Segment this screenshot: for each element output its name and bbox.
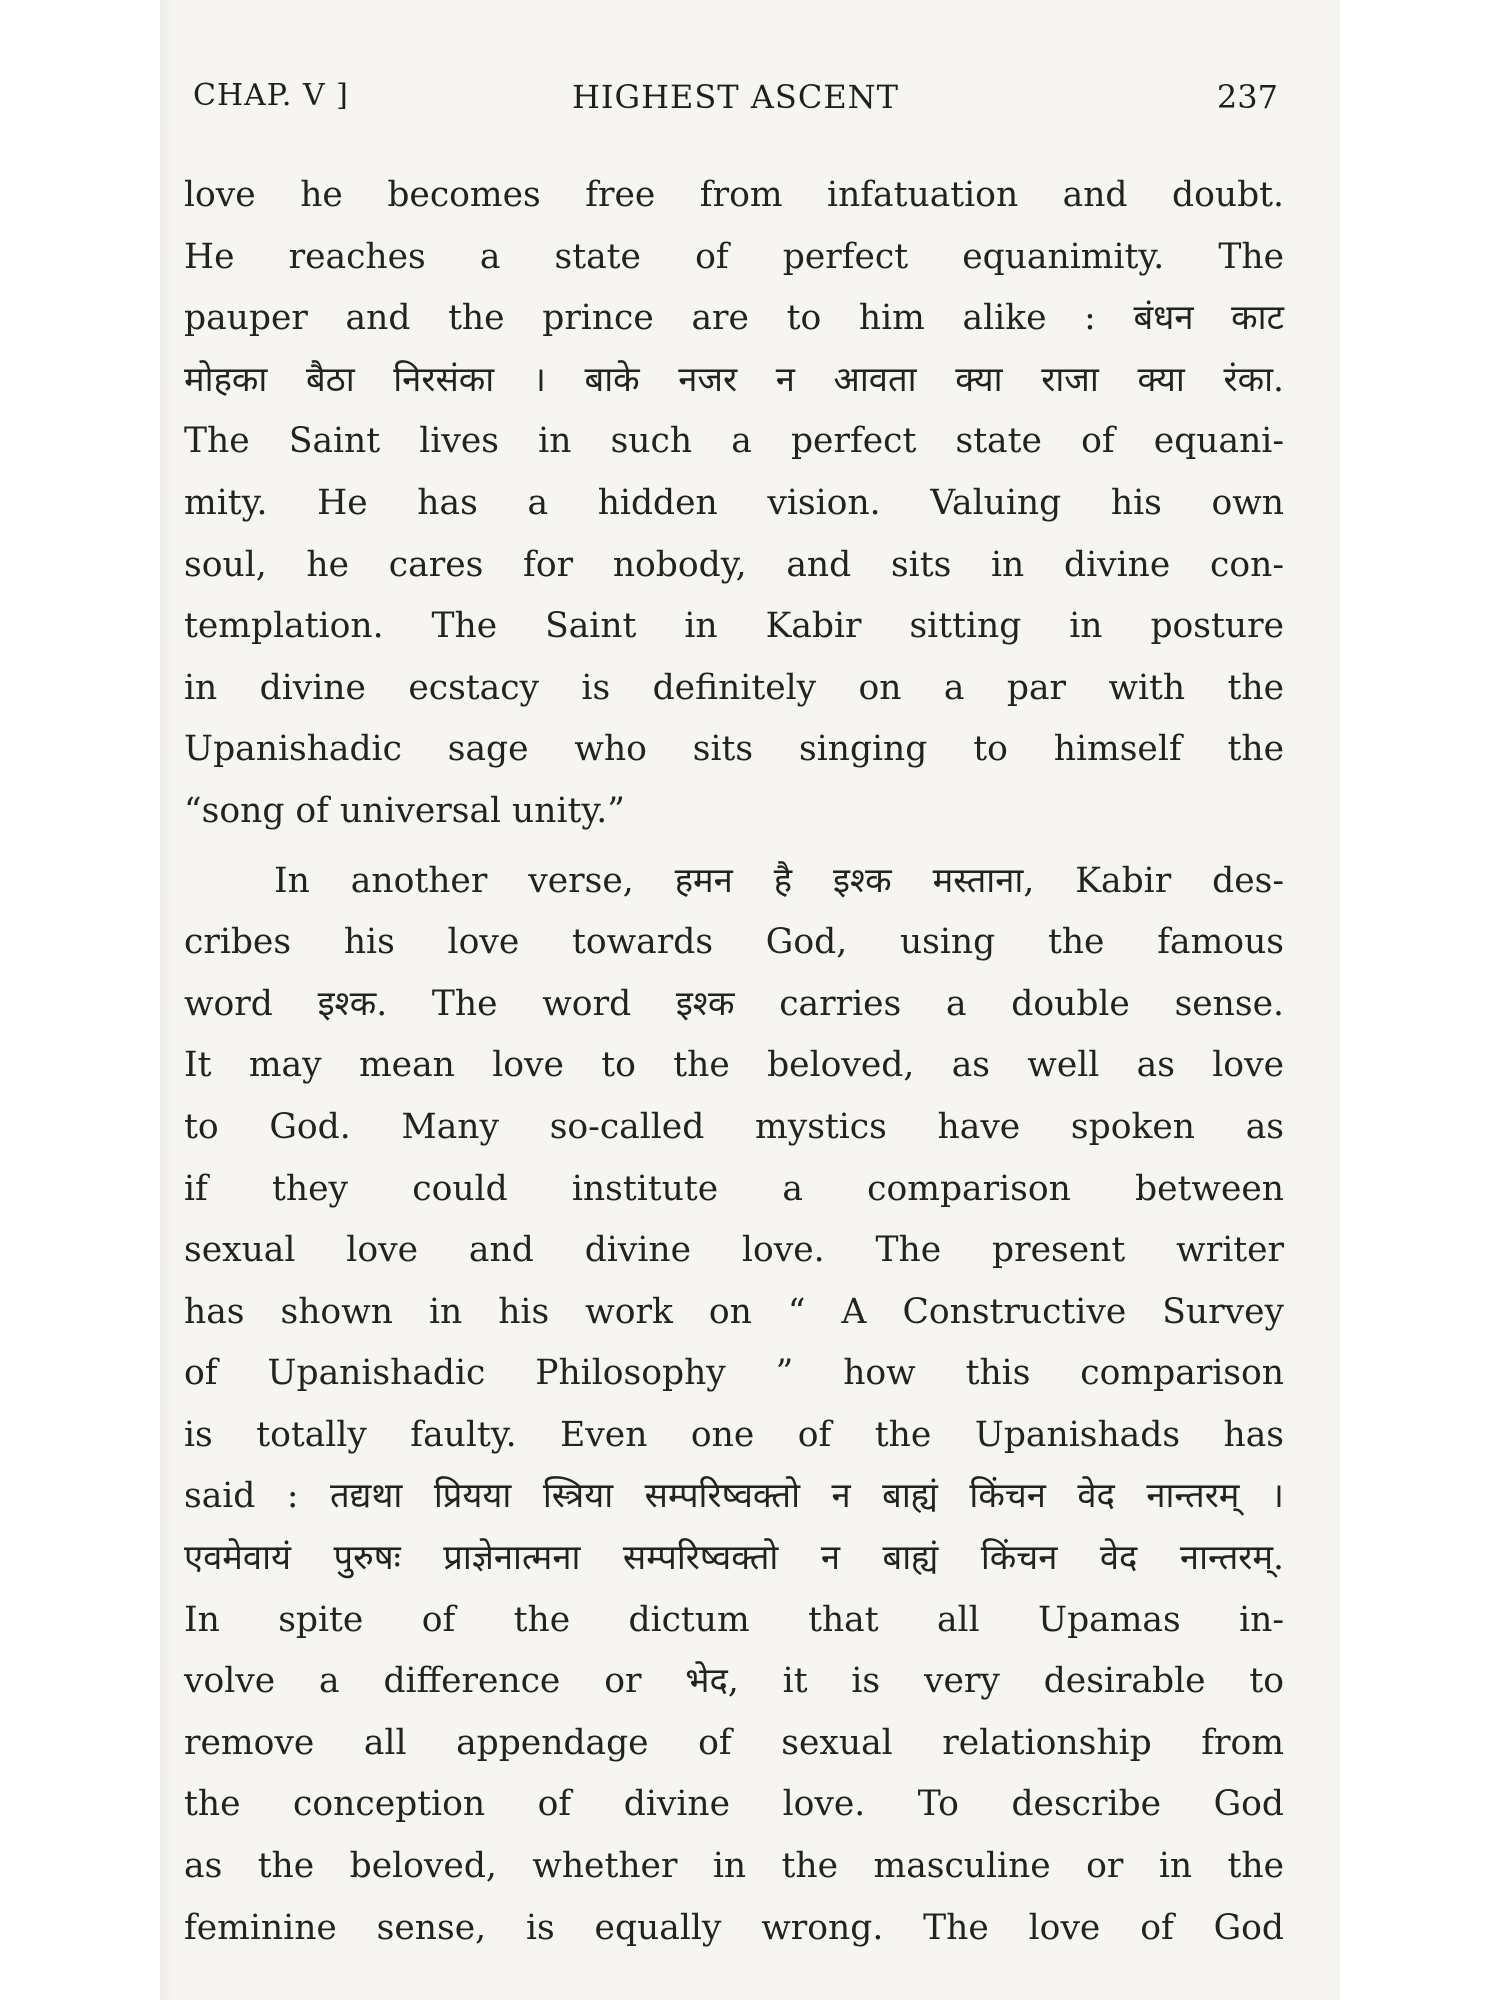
text-line: if they could institute a comparison between	[184, 1168, 1284, 1209]
text-line: the conception of divine love. To describe God	[184, 1784, 1284, 1825]
text-line: pauper and the prince are to him alike : बंधन काट	[184, 298, 1284, 339]
chapter-label: CHAP. V ]	[193, 78, 349, 113]
text-line: soul, he cares for nobody, and sits in divine con-	[184, 544, 1284, 585]
text-line: The Saint lives in such a perfect state of equani-	[184, 421, 1284, 462]
book-page	[160, 0, 1340, 2000]
paragraph-2	[184, 851, 1284, 1960]
text-line: is totally faulty. Even one of the Upanishads has	[184, 1414, 1284, 1455]
paragraph-1	[184, 165, 1284, 843]
running-head	[193, 78, 1278, 134]
text-line: “song of universal unity.”	[184, 790, 625, 831]
text-line: cribes his love towards God, using the famous	[184, 922, 1284, 963]
page-edge-shadow	[160, 0, 174, 2000]
text-line: of Upanishadic Philosophy ” how this comparison	[184, 1353, 1284, 1394]
text-line: love he becomes free from infatuation and doubt.	[184, 175, 1284, 215]
text-line: In spite of the dictum that all Upamas in-	[184, 1599, 1284, 1640]
text-line: to God. Many so-called mystics have spoken as	[184, 1106, 1284, 1147]
text-line: mity. He has a hidden vision. Valuing his own	[184, 482, 1284, 523]
text-line: in divine ecstacy is definitely on a par with the	[184, 667, 1284, 708]
paragraph-gap	[184, 843, 1284, 851]
text-line: Upanishadic sage who sits singing to himself the	[184, 729, 1284, 770]
running-title: HIGHEST ASCENT	[571, 78, 900, 116]
text-line: sexual love and divine love. The present writer	[184, 1230, 1284, 1271]
text-line: It may mean love to the beloved, as well as love	[184, 1045, 1284, 1086]
text-line: has shown in his work on “ A Constructive Survey	[184, 1291, 1284, 1332]
text-line: word इश्क. The word इश्क carries a double sense.	[184, 983, 1284, 1024]
page-number: 237	[1216, 78, 1278, 116]
text-line: as the beloved, whether in the masculine or in the	[184, 1846, 1284, 1887]
text-line: said : तद्यथा प्रियया स्त्रिया सम्परिष्वक्तो न बाह्यं किंचन वेद नान्तरम् ।	[184, 1476, 1284, 1517]
text-line: मोहका बैठा निरसंका । बाके नजर न आवता क्या राजा क्या रंका.	[184, 359, 1284, 400]
text-line: He reaches a state of perfect equanimity. The	[184, 236, 1284, 277]
text-line: एवमेवायं पुरुषः प्राज्ञेनात्मना सम्परिष्वक्तो न बाह्यं किंचन वेद नान्तरम्.	[184, 1538, 1284, 1579]
body-text	[184, 165, 1284, 1959]
text-line: feminine sense, is equally wrong. The love of God	[184, 1907, 1284, 1948]
text-line: templation. The Saint in Kabir sitting in posture	[184, 606, 1284, 647]
text-line: remove all appendage of sexual relationship from	[184, 1722, 1284, 1763]
text-line: volve a difference or भेद, it is very desirable to	[184, 1661, 1284, 1702]
text-line: In another verse, हमन है इश्क मस्ताना, Kabir des-	[274, 860, 1284, 901]
